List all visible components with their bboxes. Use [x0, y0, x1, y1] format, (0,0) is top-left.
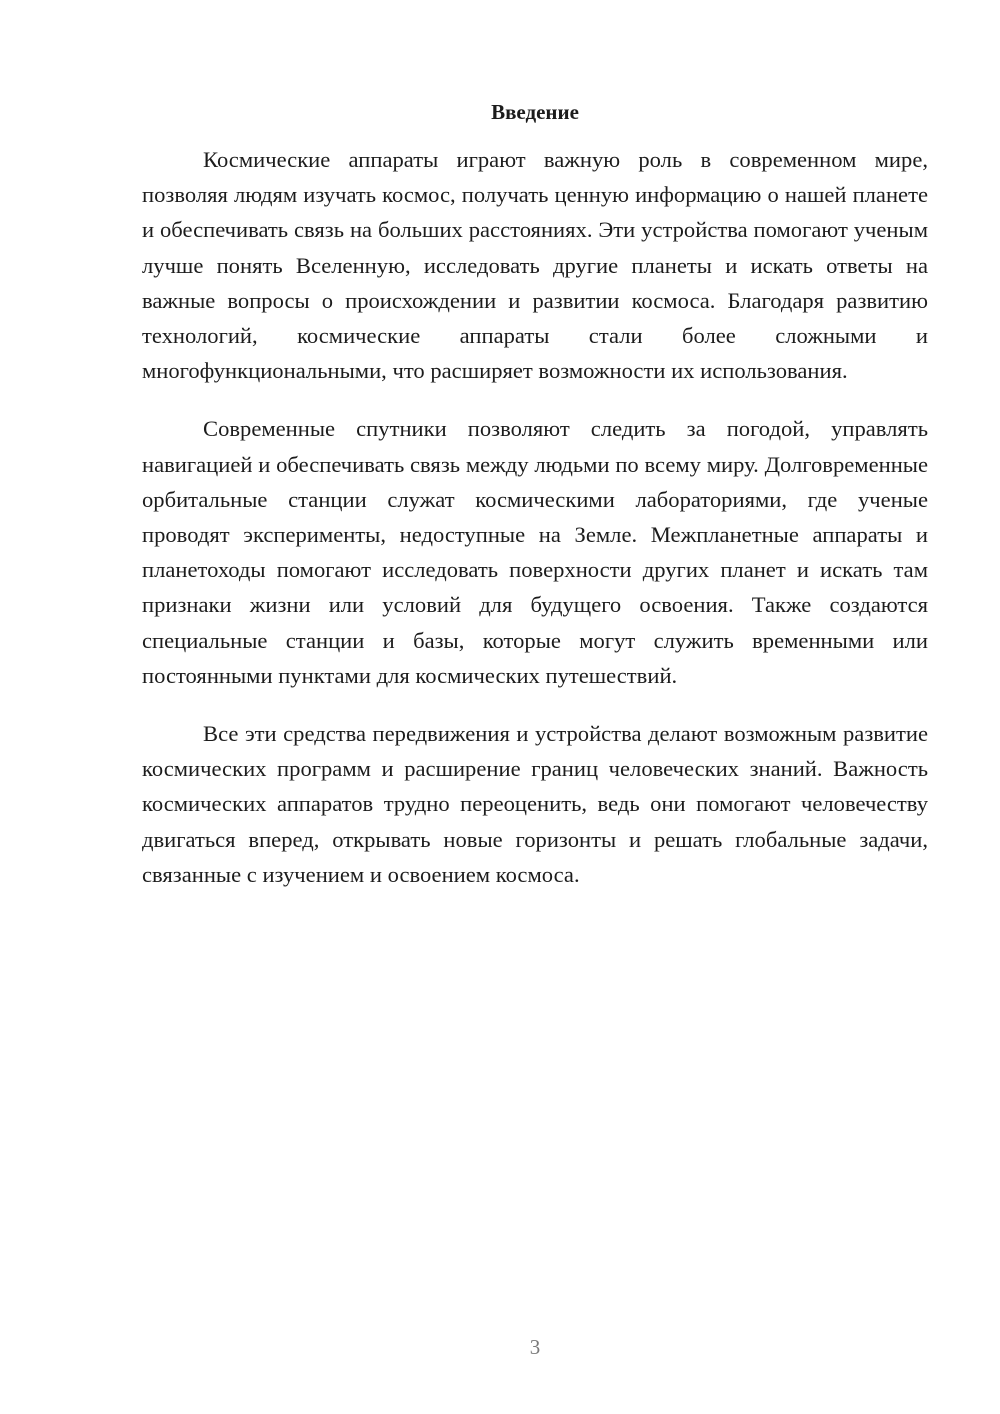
body-text — [142, 142, 928, 915]
page-number: 3 — [529, 1335, 541, 1359]
paragraph-3: Все эти средства передвижения и устройства делают возможным развитие космических программ и расширение границ человеческих знаний. Важность космических аппаратов трудно переоценить, ведь они помогают человечеству двигаться вперед, открывать новые горизонты и решать глобальные задачи, связанные с изучением и освоением космоса. — [142, 721, 928, 887]
page-title: Введение — [491, 100, 579, 124]
paragraph-1: Космические аппараты играют важную роль в современном мире, позволяя людям изучать космос, получать ценную информацию о нашей планете и обеспечивать связь на больших расстояниях. Эти устройства помогают ученым лучше понять Вселенную, исследовать другие планеты и искать ответы на важные вопросы о происхождении и развитии космоса. Благодаря развитию технологий, космические аппараты стали более сложными и многофункциональными, что расширяет возможности их использования. — [142, 147, 928, 384]
paragraph-2: Современные спутники позволяют следить за погодой, управлять навигацией и обеспечивать связь между людьми по всему миру. Долговременные орбитальные станции служат космическими лабораториями, где ученые проводят эксперименты, недоступные на Земле. Межпланетные аппараты и планетоходы помогают исследовать поверхности других планет и искать там признаки жизни или условий для будущего освоения. Также создаются специальные станции и базы, которые могут служить временными или постоянными пунктами для космических путешествий. — [142, 416, 928, 688]
